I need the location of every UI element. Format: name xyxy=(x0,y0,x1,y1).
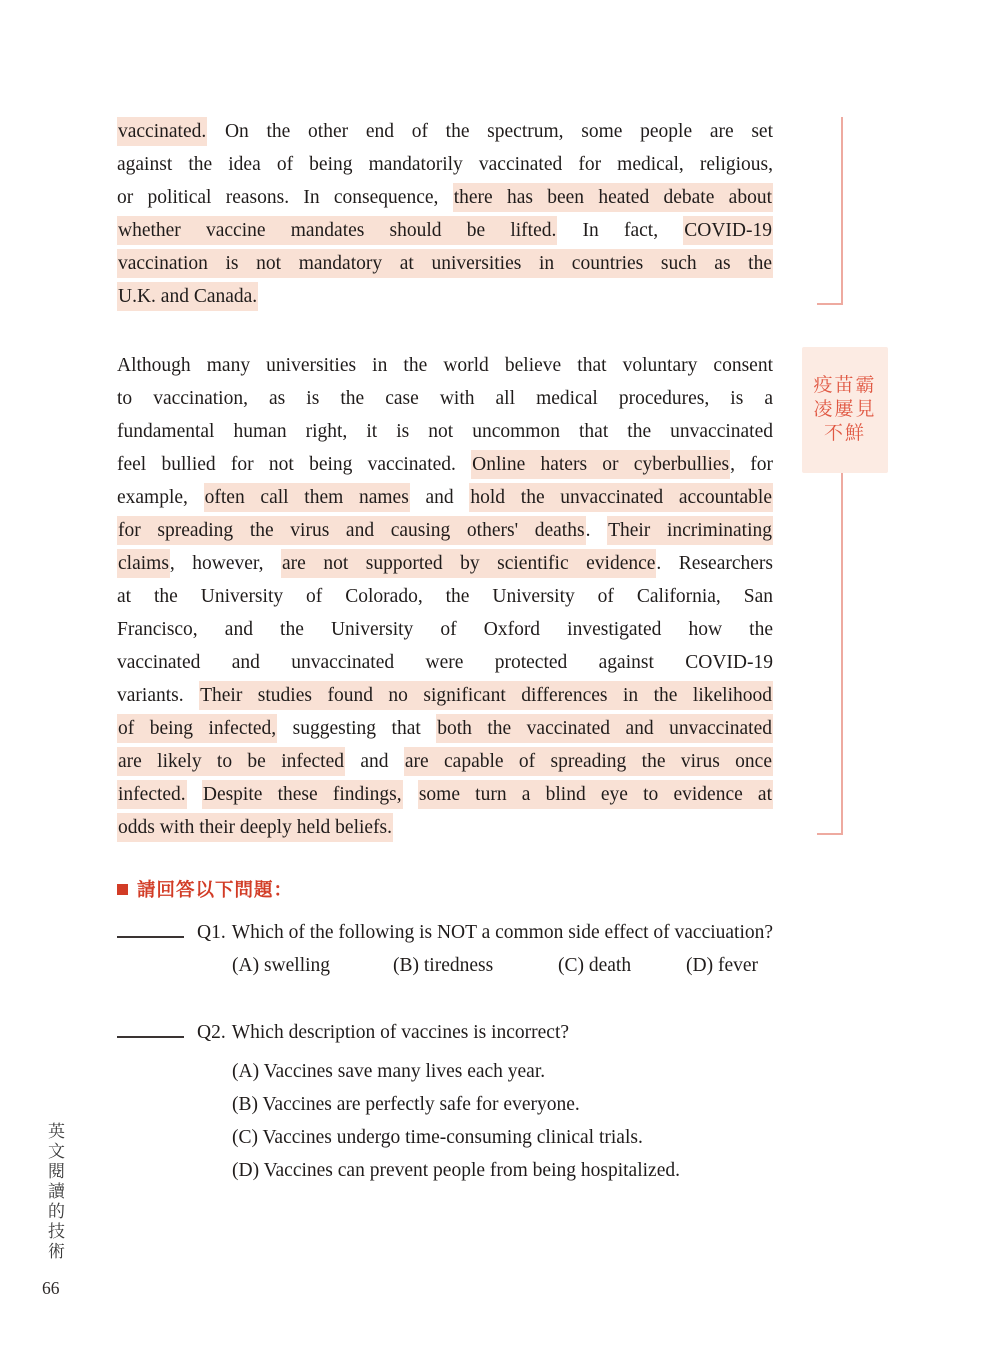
text-line xyxy=(117,547,773,580)
body-text: or political reasons. In consequence, xyxy=(117,187,453,208)
paragraph-vaccine-bullying xyxy=(117,349,773,844)
annotation-line: 疫苗霸 xyxy=(813,375,877,396)
option-c: (C) death xyxy=(558,955,632,976)
annotation-line: 凌屢見 xyxy=(813,399,877,420)
body-text: , however, xyxy=(169,553,282,574)
questions-section-heading xyxy=(117,876,293,902)
text-line xyxy=(117,382,773,415)
text-line xyxy=(117,481,773,514)
highlighted-text: vaccination is not mandatory at universities in countries such as the xyxy=(117,249,773,278)
body-text: against the idea of being mandatorily vaccinated for medical, religious, xyxy=(117,154,773,175)
body-text: fundamental human right, it is not uncommon that the unvaccinated xyxy=(117,421,773,442)
text-line xyxy=(117,247,773,280)
answer-blank-q2 xyxy=(117,1034,184,1038)
text-line xyxy=(117,613,773,646)
highlighted-text: Online haters or cyberbullies xyxy=(471,450,730,479)
paragraph-vaccine-debate xyxy=(117,115,773,313)
option-b: (B) Vaccines are perfectly safe for everyone. xyxy=(232,1094,580,1115)
option-d: (D) Vaccines can prevent people from being hospitalized. xyxy=(232,1160,680,1181)
body-text: Although many universities in the world believe that voluntary consent xyxy=(117,355,773,376)
highlighted-text: odds with their deeply held beliefs. xyxy=(117,813,393,842)
option-a: (A) Vaccines save many lives each year. xyxy=(232,1061,546,1082)
option-c: (C) Vaccines undergo time-consuming clinical trials. xyxy=(232,1127,643,1148)
highlighted-text: vaccinated. xyxy=(117,117,207,146)
text-line xyxy=(117,148,773,181)
question-q1 xyxy=(117,922,773,944)
question-number: Q2. xyxy=(197,1022,226,1043)
body-text: vaccinated and unvaccinated were protected against COVID-19 xyxy=(117,652,773,673)
question-q2-options xyxy=(232,1055,680,1187)
highlighted-text: there has been heated debate about xyxy=(453,183,773,212)
body-text: , for xyxy=(730,454,773,475)
highlighted-text: are capable of spreading the virus once xyxy=(404,747,773,776)
highlighted-text: for spreading the virus and causing others' deaths xyxy=(117,516,586,545)
highlighted-text: both the vaccinated and unvaccinated xyxy=(436,714,773,743)
margin-bracket-bottom xyxy=(817,473,843,835)
highlighted-text: some turn a blind eye to evidence at xyxy=(418,780,773,809)
body-text: feel bullied for not being vaccinated. xyxy=(117,454,472,475)
annotation-line: 不鮮 xyxy=(823,423,866,444)
text-line xyxy=(117,778,773,811)
highlighted-text: hold the unvaccinated accountable xyxy=(469,483,773,512)
text-line xyxy=(117,646,773,679)
text-line xyxy=(117,280,773,313)
body-text: and xyxy=(409,487,470,508)
text-line xyxy=(117,214,773,247)
highlighted-text: of being infected, xyxy=(117,714,277,743)
highlighted-text: often call them names xyxy=(204,483,410,512)
body-text: and xyxy=(345,751,404,772)
question-text: Which of the following is NOT a common side effect of vacciuation? xyxy=(231,922,774,943)
text-line xyxy=(117,712,773,745)
text-line xyxy=(117,514,773,547)
body-text: suggesting that xyxy=(277,718,437,739)
text-line xyxy=(117,580,773,613)
question-text: Which description of vaccines is incorrect? xyxy=(231,1022,570,1043)
question-number: Q1. xyxy=(197,922,226,943)
highlighted-text: are likely to be infected xyxy=(117,747,345,776)
questions-heading-label: 請回答以下問題： xyxy=(137,879,294,900)
text-line xyxy=(117,679,773,712)
text-line xyxy=(117,811,773,844)
book-title-vertical: 英文閱讀的技術 xyxy=(45,1122,64,1262)
text-line xyxy=(117,181,773,214)
answer-blank-q1 xyxy=(117,934,184,938)
text-line xyxy=(117,349,773,382)
question-q2 xyxy=(117,1022,569,1044)
margin-bracket-top xyxy=(817,117,843,305)
square-bullet-icon xyxy=(117,884,128,895)
body-text: variants. xyxy=(117,685,200,706)
highlighted-text: claims xyxy=(117,549,170,578)
text-line xyxy=(117,448,773,481)
highlighted-text: Despite these findings, xyxy=(202,780,403,809)
highlighted-text: U.K. and Canada. xyxy=(117,282,258,311)
body-text xyxy=(403,784,418,805)
text-line xyxy=(117,115,773,148)
body-text: at the University of Colorado, the University of California, San xyxy=(117,586,773,607)
text-line xyxy=(117,415,773,448)
highlighted-text: COVID-19 xyxy=(683,216,773,245)
body-text: example, xyxy=(117,487,204,508)
option-a: (A) swelling xyxy=(232,955,331,976)
option-b: (B) tiredness xyxy=(393,955,494,976)
margin-annotation xyxy=(802,347,888,473)
body-text: . xyxy=(585,520,608,541)
highlighted-text: infected. xyxy=(117,780,187,809)
option-d: (D) fever xyxy=(686,955,758,976)
body-text: On the other end of the spectrum, some people are set xyxy=(207,121,773,142)
highlighted-text: are not supported by scientific evidence xyxy=(281,549,656,578)
highlighted-text: Their incriminating xyxy=(607,516,773,545)
body-text xyxy=(187,784,202,805)
highlighted-text: Their studies found no significant differences in the likelihood xyxy=(199,681,773,710)
body-text: to vaccination, as is the case with all medical procedures, is a xyxy=(117,388,773,409)
question-q1-options xyxy=(232,955,758,977)
page-number: 66 xyxy=(42,1278,60,1298)
text-line xyxy=(117,745,773,778)
body-text: . Researchers xyxy=(656,553,773,574)
body-text: In fact, xyxy=(557,220,684,241)
body-text: Francisco, and the University of Oxford investigated how the xyxy=(117,619,773,640)
highlighted-text: whether vaccine mandates should be lifted. xyxy=(117,216,557,245)
